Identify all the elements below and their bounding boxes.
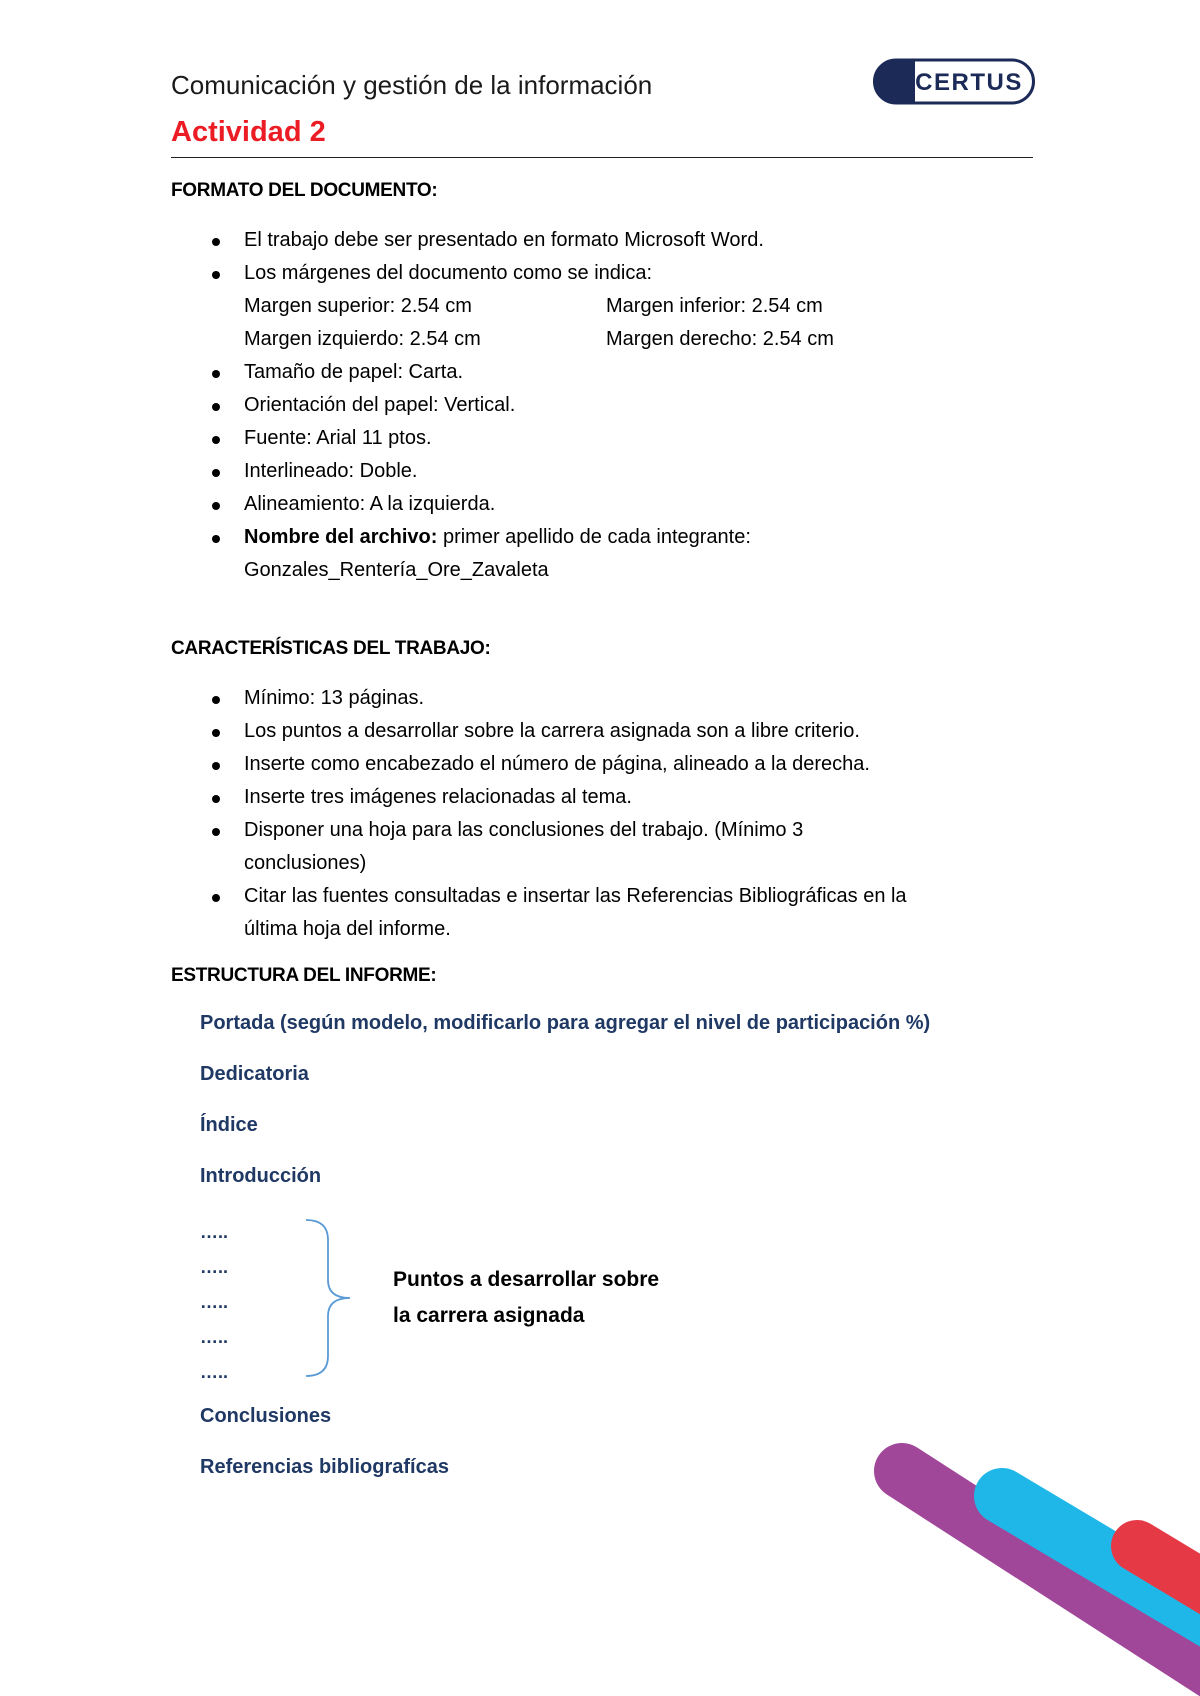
list-item: Inserte tres imágenes relacionadas al tema.: [171, 781, 931, 814]
margin-inferior: Margen inferior: 2.54 cm: [606, 295, 823, 317]
placeholder-dots: …..: [200, 1257, 229, 1277]
filename-text: primer apellido de cada integrante:: [437, 526, 751, 548]
bullet-icon: [212, 762, 220, 770]
bullet-icon: [212, 729, 220, 737]
brace-label-line2: la carrera asignada: [393, 1304, 585, 1327]
list-item: Alineamiento: A la izquierda.: [171, 488, 1031, 521]
bullet-icon: [212, 502, 220, 510]
bullet-icon: [212, 469, 220, 477]
structure-indice: Índice: [200, 1114, 258, 1136]
list-item: Fuente: Arial 11 ptos.: [171, 422, 1031, 455]
section-heading-estructura: ESTRUCTURA DEL INFORME:: [171, 965, 437, 986]
margins-row-2: [244, 323, 1031, 356]
margin-derecho: Margen derecho: 2.54 cm: [606, 328, 834, 350]
formato-list: [171, 224, 1031, 587]
structure-introduccion: Introducción: [200, 1165, 322, 1187]
placeholder-dots: …..: [200, 1327, 229, 1347]
placeholder-dots: …..: [200, 1292, 229, 1312]
activity-title: Actividad 2: [171, 116, 326, 148]
structure-conclusiones: Conclusiones: [200, 1405, 332, 1427]
bullet-icon: [212, 370, 220, 378]
placeholder-dots: …..: [200, 1362, 229, 1382]
bullet-icon: [212, 696, 220, 704]
placeholder-dots: …..: [200, 1222, 229, 1242]
list-item: Tamaño de papel: Carta.: [171, 356, 1031, 389]
decorative-stripes: [860, 1426, 1200, 1696]
margin-izquierdo: Margen izquierdo: 2.54 cm: [244, 328, 481, 350]
logo-text: CERTUS: [915, 69, 1023, 96]
bullet-icon: [212, 795, 220, 803]
bullet-icon: [212, 271, 220, 279]
header-subject: Comunicación y gestión de la información: [171, 70, 653, 100]
section-heading-formato: FORMATO DEL DOCUMENTO:: [171, 180, 438, 201]
list-item: Los puntos a desarrollar sobre la carrera asignada son a libre criterio.: [171, 715, 931, 748]
header-rule: [171, 157, 1033, 158]
bullet-icon: [212, 828, 220, 836]
brace-label-line1: Puntos a desarrollar sobre: [393, 1268, 660, 1291]
brace-label: [393, 1262, 659, 1334]
curly-brace-icon: [300, 1218, 360, 1378]
list-item: El trabajo debe ser presentado en formato Microsoft Word.: [171, 224, 1031, 257]
list-item: Inserte como encabezado el número de página, alineado a la derecha.: [171, 748, 931, 781]
bullet-icon: [212, 894, 220, 902]
list-item: Los márgenes del documento como se indica: Margen superior: 2.54 cm Margen inferior: 2.54 cm Margen izquierdo: 2.54 cm Margen derecho: 2.54 cm: [171, 257, 1031, 356]
bullet-icon: [212, 436, 220, 444]
structure-portada: Portada (según modelo, modificarlo para agregar el nivel de participación %): [200, 1012, 931, 1034]
section-heading-caracteristicas: CARACTERÍSTICAS DEL TRABAJO:: [171, 638, 491, 659]
filename-label: Nombre del archivo:: [244, 526, 438, 548]
margins-row-1: [244, 290, 1031, 323]
bullet-icon: [212, 403, 220, 411]
filename-example: Gonzales_Rentería_Ore_Zavaleta: [244, 559, 549, 581]
list-item: Citar las fuentes consultadas e insertar las Referencias Bibliográficas en la última hoja del informe.: [171, 880, 931, 946]
bullet-icon: [212, 238, 220, 246]
structure-dedicatoria: Dedicatoria: [200, 1063, 309, 1085]
list-item: Orientación del papel: Vertical.: [171, 389, 1031, 422]
list-item: Interlineado: Doble.: [171, 455, 1031, 488]
caracteristicas-list: [171, 682, 931, 946]
list-item: Mínimo: 13 páginas.: [171, 682, 931, 715]
bullet-icon: [212, 535, 220, 543]
list-item-filename: [171, 521, 1031, 587]
list-item: Disponer una hoja para las conclusiones del trabajo. (Mínimo 3 conclusiones): [171, 814, 931, 880]
margin-superior: Margen superior: 2.54 cm: [244, 295, 472, 317]
certus-logo: [873, 58, 1035, 105]
structure-referencias: Referencias bibliografícas: [200, 1456, 449, 1478]
